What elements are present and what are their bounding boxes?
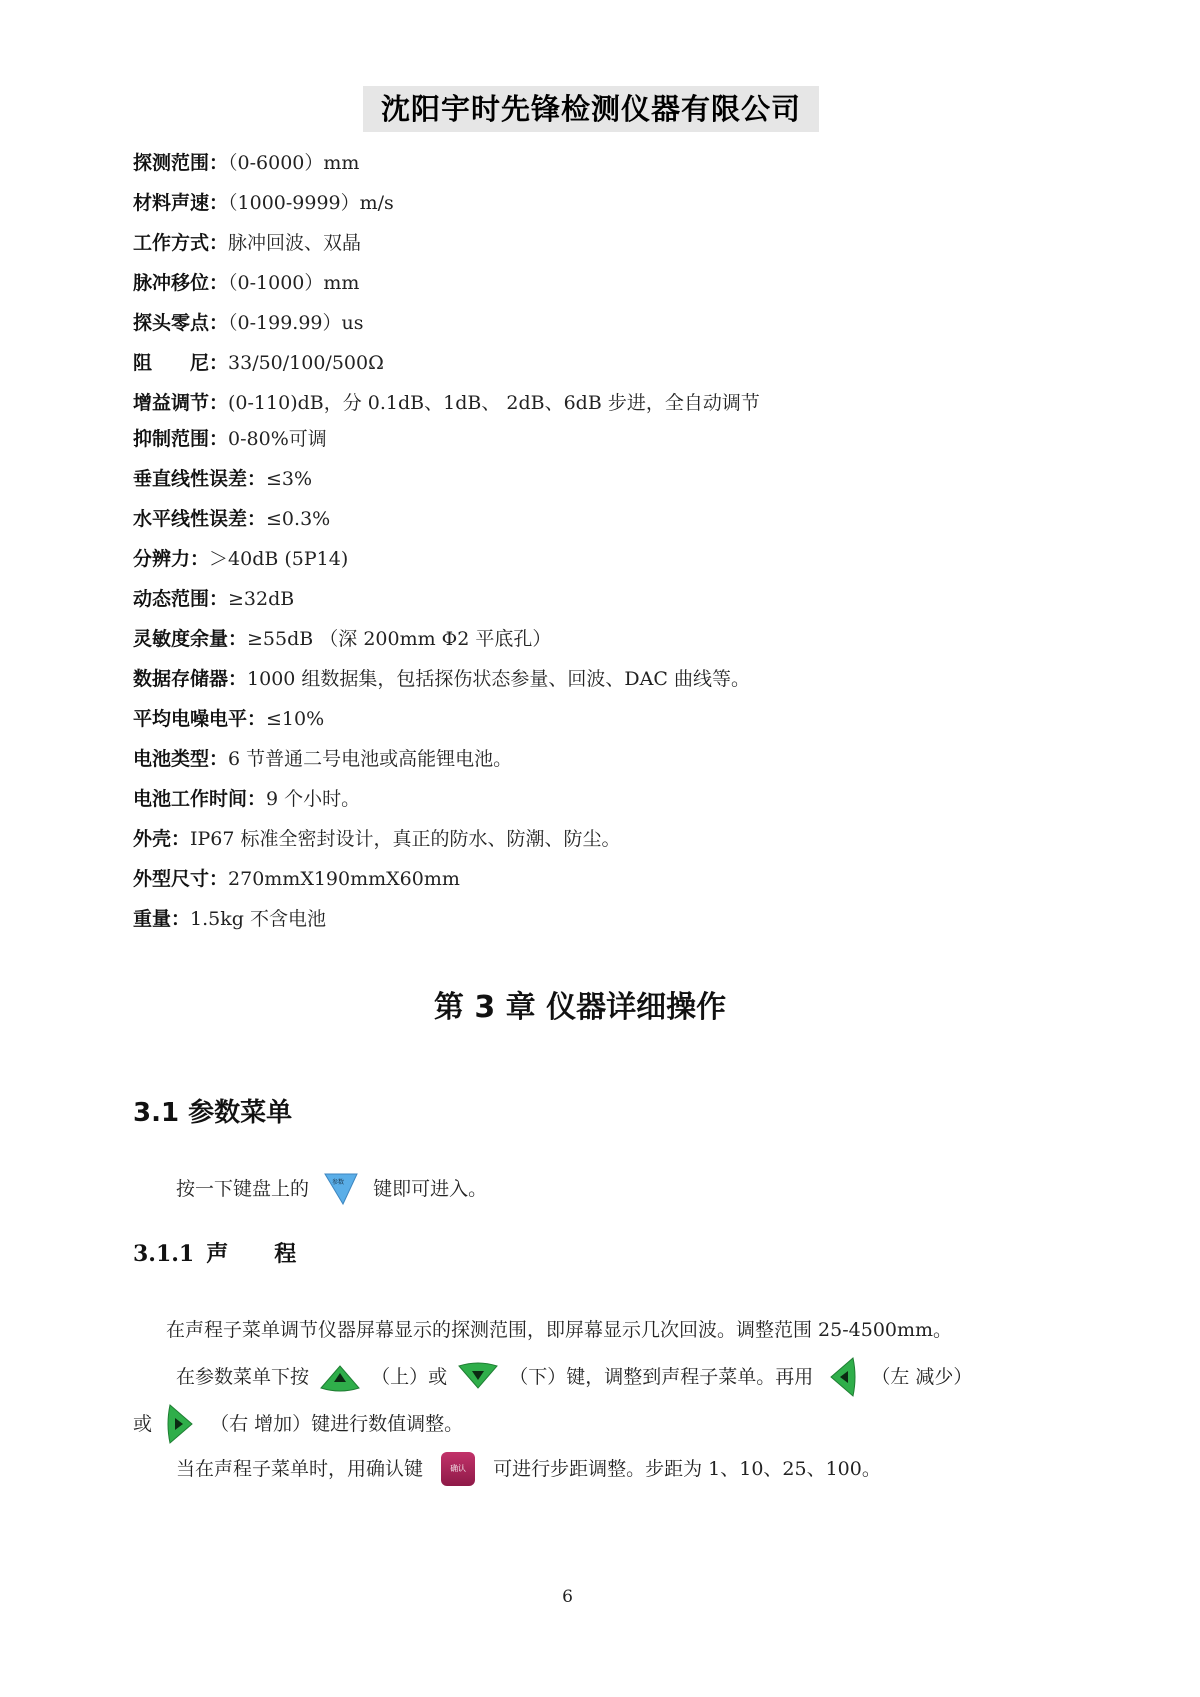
spec-label: 工作方式： — [133, 232, 229, 254]
spec-item — [133, 584, 294, 611]
spec-value: 1000 组数据集，包括探伤状态参量、回波、DAC 曲线等。 — [247, 668, 750, 690]
spec-label: 动态范围： — [133, 588, 229, 610]
spec-label: 材料声速： — [133, 192, 229, 214]
para3-text-2: 可进行步距调整。步距为 1、10、25、100。 — [493, 1458, 881, 1480]
spec-label: 阻 尼： — [133, 352, 229, 374]
spec-label: 灵敏度余量： — [133, 628, 248, 650]
spec-item — [133, 348, 384, 375]
subsection-title-b: 程 — [274, 1241, 297, 1267]
para2-text-4: （左 减少） — [871, 1366, 973, 1388]
right-arrow-key-icon — [166, 1402, 196, 1446]
para2-text-5: 或 — [133, 1413, 153, 1435]
spec-item — [133, 268, 359, 295]
paragraph-2-line-1 — [176, 1355, 972, 1399]
spec-label: 平均电噪电平： — [133, 708, 267, 730]
spec-value: 270mmX190mmX60mm — [228, 868, 460, 890]
spec-value: 脉冲回波、双晶 — [228, 232, 362, 254]
spec-value: 33/50/100/500Ω — [228, 352, 384, 374]
spec-value: ≤0.3% — [266, 508, 331, 530]
spec-item — [133, 504, 330, 531]
para2-text-6: （右 增加）键进行数值调整。 — [210, 1413, 464, 1435]
spec-value: 6 节普通二号电池或高能锂电池。 — [228, 748, 513, 770]
spec-item — [133, 228, 361, 255]
spec-value: 0-80%可调 — [228, 428, 327, 450]
spec-item — [133, 464, 312, 491]
section-intro — [176, 1172, 487, 1206]
subsection-number: 3.1.1 — [133, 1241, 195, 1267]
paragraph-2-line-2 — [133, 1402, 463, 1446]
down-arrow-key-icon — [455, 1360, 501, 1394]
spec-label: 探测范围： — [133, 152, 229, 174]
spec-item — [133, 544, 348, 571]
spec-value: （0-1000）mm — [228, 272, 360, 294]
spec-label: 数据存储器： — [133, 668, 248, 690]
spec-item — [133, 824, 621, 851]
page-number: 6 — [562, 1587, 573, 1607]
spec-item — [133, 148, 359, 175]
spec-value: ≤10% — [266, 708, 325, 730]
spec-item — [133, 388, 760, 415]
spec-label: 分辨力： — [133, 548, 210, 570]
spec-value: （1000-9999）m/s — [228, 192, 394, 214]
para3-text-1: 当在声程子菜单时，用确认键 — [176, 1458, 424, 1480]
spec-item — [133, 308, 364, 335]
section-title: 3.1 参数菜单 — [133, 1098, 293, 1128]
spec-value: （0-6000）mm — [228, 152, 360, 174]
spec-item — [133, 424, 327, 451]
paragraph-3 — [176, 1452, 881, 1486]
company-header: 沈阳宇时先锋检测仪器有限公司 — [363, 86, 819, 132]
spec-item — [133, 864, 460, 891]
spec-label: 外型尺寸： — [133, 868, 229, 890]
spec-item — [133, 704, 324, 731]
spec-item — [133, 744, 512, 771]
spec-label: 电池工作时间： — [133, 788, 267, 810]
spec-label: 探头零点： — [133, 312, 229, 334]
spec-value: IP67 标准全密封设计，真正的防水、防潮、防尘。 — [190, 828, 621, 850]
spec-item — [133, 904, 326, 931]
spec-value: ≤3% — [266, 468, 313, 490]
intro-text-after: 键即可进入。 — [373, 1178, 488, 1200]
spec-value: 1.5kg 不含电池 — [190, 908, 326, 930]
spec-value: （0-199.99）us — [228, 312, 364, 334]
para2-text-1: 在参数菜单下按 — [176, 1366, 310, 1388]
intro-text-before: 按一下键盘上的 — [176, 1178, 310, 1200]
param-key-label: 参数 — [332, 1179, 345, 1186]
spec-item — [133, 664, 750, 691]
para2-text-2: （上）或 — [371, 1366, 448, 1388]
spec-value: ＞40dB (5P14) — [209, 548, 349, 570]
param-key-icon — [323, 1172, 359, 1206]
spec-label: 电池类型： — [133, 748, 229, 770]
chapter-title: 第 3 章 仪器详细操作 — [433, 990, 727, 1025]
spec-value: 9 个小时。 — [266, 788, 361, 810]
spec-label: 脉冲移位： — [133, 272, 229, 294]
spec-value: ≥55dB （深 200mm Φ2 平底孔） — [247, 628, 552, 650]
spec-label: 水平线性误差： — [133, 508, 267, 530]
left-arrow-key-icon — [827, 1355, 857, 1399]
confirm-key-icon: 确认 — [441, 1452, 475, 1486]
spec-label: 增益调节： — [133, 392, 229, 414]
subsection-title-a: 声 — [206, 1241, 229, 1267]
spec-label: 抑制范围： — [133, 428, 229, 450]
spec-value: (0-110)dB，分 0.1dB、1dB、 2dB、6dB 步进，全自动调节 — [228, 392, 760, 414]
spec-value: ≥32dB — [228, 588, 295, 610]
up-arrow-key-icon — [317, 1360, 363, 1394]
spec-item — [133, 188, 394, 215]
spec-label: 重量： — [133, 908, 191, 930]
para2-text-3: （下）键，调整到声程子菜单。再用 — [509, 1366, 814, 1388]
spec-item — [133, 624, 551, 651]
paragraph-1: 在声程子菜单调节仪器屏幕显示的探测范围，即屏幕显示几次回波。调整范围 25-4500mm。 — [166, 1319, 953, 1341]
spec-label: 垂直线性误差： — [133, 468, 267, 490]
spec-item — [133, 784, 360, 811]
spec-label: 外壳： — [133, 828, 191, 850]
subsection-title — [133, 1237, 296, 1268]
